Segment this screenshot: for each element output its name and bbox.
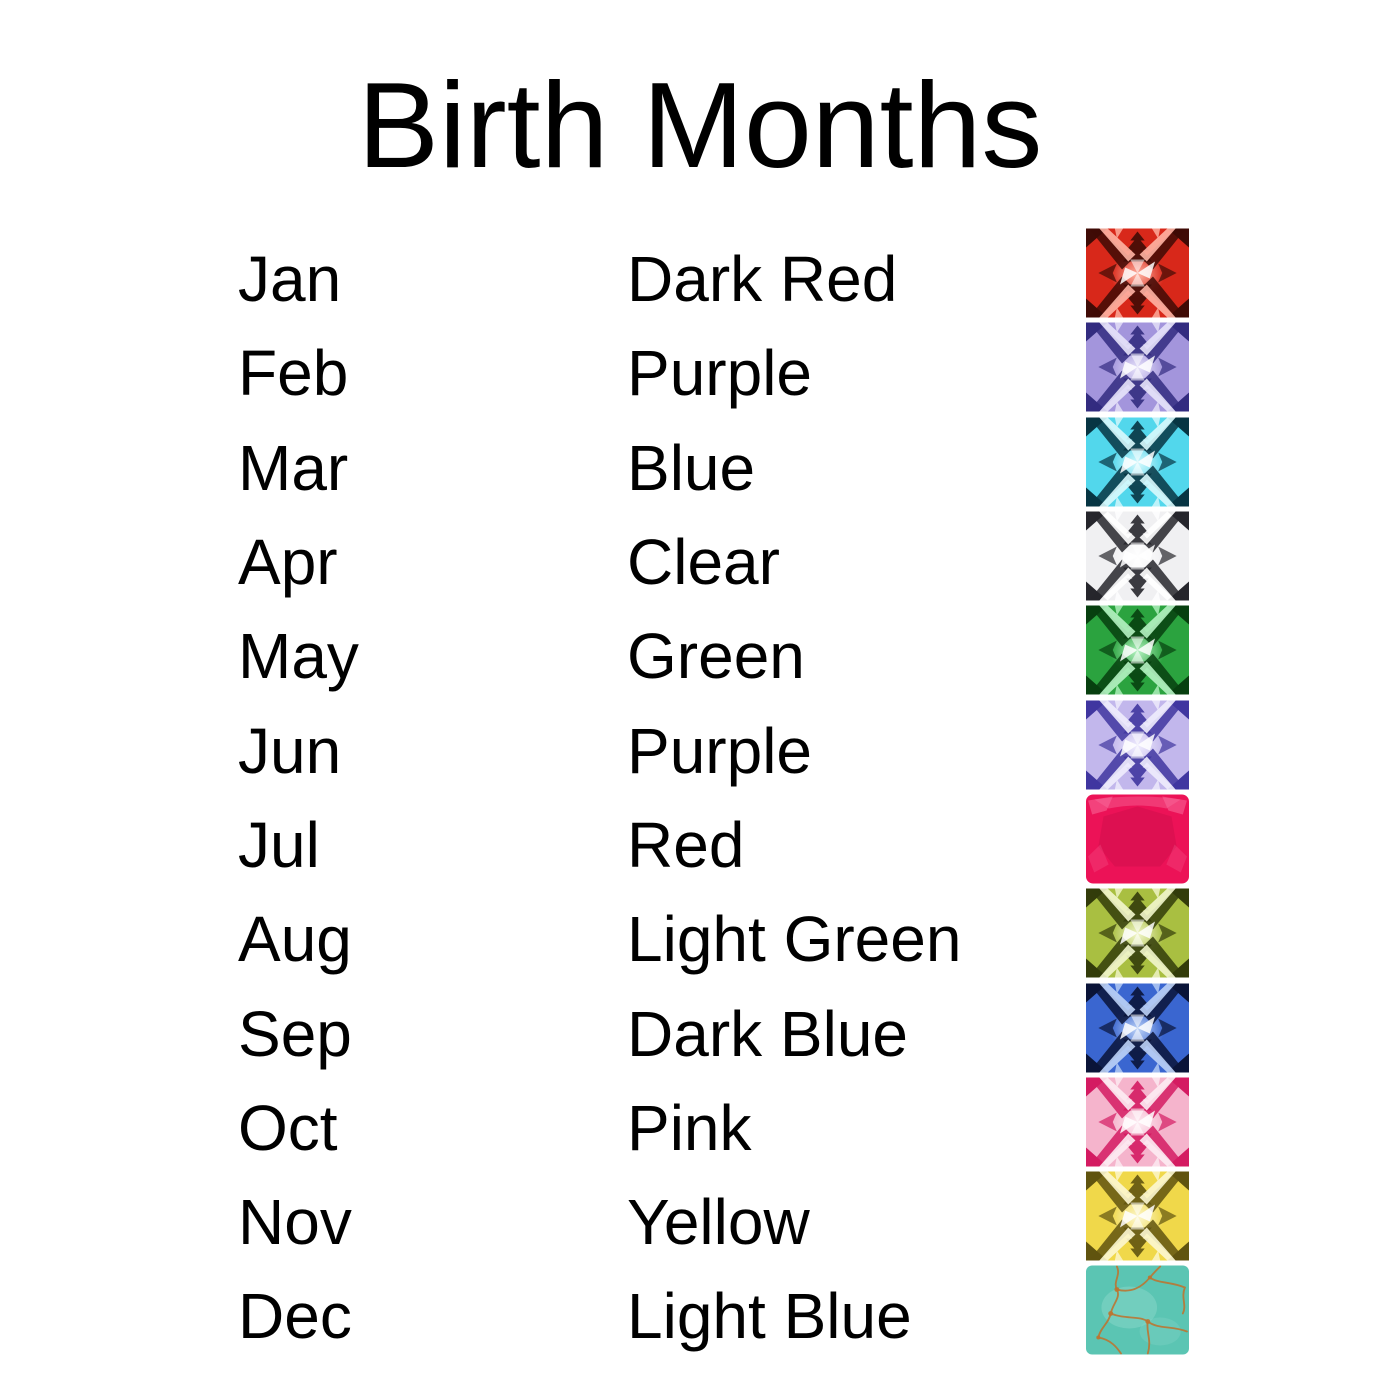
dark-blue-gem-image bbox=[1086, 983, 1189, 1072]
color-label: Red bbox=[627, 808, 745, 881]
color-label: Pink bbox=[627, 1091, 752, 1164]
table-row bbox=[0, 415, 1400, 509]
month-label: Oct bbox=[238, 1091, 338, 1164]
month-label: Jul bbox=[238, 808, 320, 881]
table-row bbox=[0, 226, 1400, 320]
color-label: Clear bbox=[627, 526, 780, 599]
light-green-gem-image bbox=[1086, 889, 1189, 978]
month-label: Sep bbox=[238, 997, 352, 1070]
color-label: Dark Red bbox=[627, 243, 898, 316]
table-row bbox=[0, 980, 1400, 1074]
month-label: Jun bbox=[238, 714, 342, 787]
color-label: Purple bbox=[627, 714, 812, 787]
table-row bbox=[0, 1169, 1400, 1263]
table-row bbox=[0, 1075, 1400, 1169]
blue-gem-image bbox=[1086, 417, 1189, 506]
color-label: Green bbox=[627, 620, 805, 693]
color-label: Light Green bbox=[627, 903, 962, 976]
green-gem-image bbox=[1086, 606, 1189, 695]
dark-red-gem-image bbox=[1086, 229, 1189, 318]
light-blue-gem-image bbox=[1086, 1266, 1189, 1355]
month-label: Nov bbox=[238, 1186, 352, 1259]
month-label: Jan bbox=[238, 243, 342, 316]
page-title: Birth Months bbox=[357, 57, 1043, 193]
month-label: Mar bbox=[238, 431, 349, 504]
month-color-table bbox=[0, 226, 1400, 1358]
purple-gem-image bbox=[1086, 323, 1189, 412]
color-label: Yellow bbox=[627, 1186, 810, 1259]
color-label: Light Blue bbox=[627, 1280, 912, 1353]
color-label: Blue bbox=[627, 431, 756, 504]
month-label: May bbox=[238, 620, 359, 693]
month-label: Apr bbox=[238, 526, 338, 599]
light-purple-gem-image bbox=[1086, 700, 1189, 789]
table-row bbox=[0, 697, 1400, 791]
month-label: Dec bbox=[238, 1280, 352, 1353]
color-label: Purple bbox=[627, 337, 812, 410]
clear-gem-image bbox=[1086, 512, 1189, 601]
pink-gem-image bbox=[1086, 1077, 1189, 1166]
table-row bbox=[0, 509, 1400, 603]
table-row bbox=[0, 603, 1400, 697]
month-label: Aug bbox=[238, 903, 352, 976]
table-row bbox=[0, 792, 1400, 886]
table-row bbox=[0, 886, 1400, 980]
table-row bbox=[0, 1263, 1400, 1357]
yellow-gem-image bbox=[1086, 1172, 1189, 1261]
table-row bbox=[0, 320, 1400, 414]
month-label: Feb bbox=[238, 337, 349, 410]
red-gem-image bbox=[1086, 794, 1189, 883]
color-label: Dark Blue bbox=[627, 997, 908, 1070]
